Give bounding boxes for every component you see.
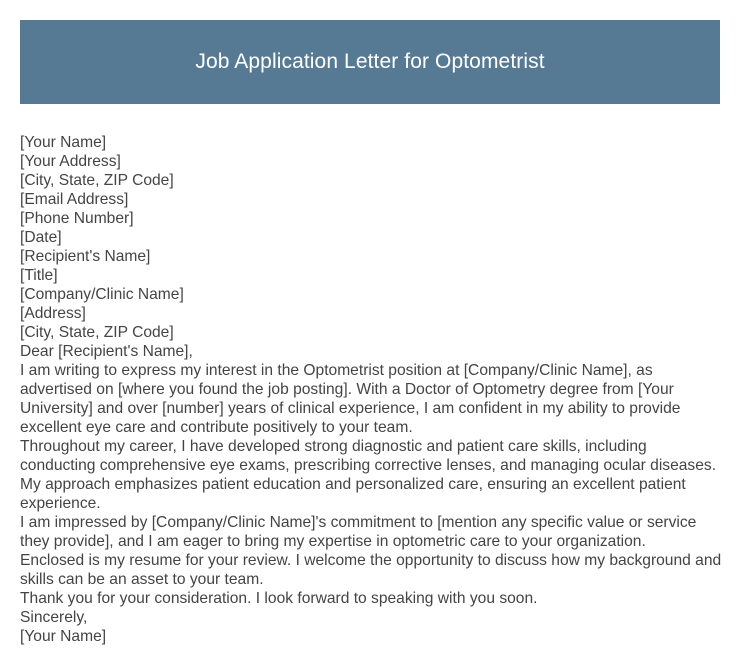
letter-body bbox=[20, 133, 722, 646]
sender-block bbox=[20, 133, 722, 247]
recipient-address: [Address] bbox=[20, 305, 86, 322]
sender-address: [Your Address] bbox=[20, 153, 121, 170]
page-header bbox=[20, 20, 720, 104]
recipient-name: [Recipient's Name] bbox=[20, 248, 151, 265]
sender-email: [Email Address] bbox=[20, 191, 129, 208]
page-title: Job Application Letter for Optometrist bbox=[195, 50, 545, 73]
recipient-company: [Company/Clinic Name] bbox=[20, 286, 184, 303]
letter-date: [Date] bbox=[20, 229, 62, 246]
paragraph-company-interest: I am impressed by [Company/Clinic Name]'s commitment to [mention any specific value or service they provide], and I am eager to bring my expertise in optometric care to your organization. bbox=[20, 514, 697, 550]
paragraph-experience: Throughout my career, I have developed strong diagnostic and patient care skills, including conducting comprehensive eye exams, prescribing corrective lenses, and managing ocular diseases. My approach emphasizes patient education and personalized care, ensuring an excellent patient experience. bbox=[20, 438, 717, 512]
sender-city-state-zip: [City, State, ZIP Code] bbox=[20, 172, 174, 189]
sender-name: [Your Name] bbox=[20, 134, 107, 151]
salutation: Dear [Recipient's Name], bbox=[20, 343, 193, 360]
paragraph-thanks: Thank you for your consideration. I look forward to speaking with you soon. bbox=[20, 590, 538, 607]
sender-phone: [Phone Number] bbox=[20, 210, 134, 227]
recipient-title: [Title] bbox=[20, 267, 58, 284]
closing: Sincerely, bbox=[20, 609, 88, 626]
recipient-city-state-zip: [City, State, ZIP Code] bbox=[20, 324, 174, 341]
paragraph-intro: I am writing to express my interest in the Optometrist position at [Company/Clinic Name], as advertised on [where you found the job posting]. With a Doctor of Optometry degree from [Your University] and over [number] years of clinical experience, I am confident in my ability to provide excellent eye care and contribute positively to your team. bbox=[20, 362, 681, 436]
paragraph-enclosure: Enclosed is my resume for your review. I welcome the opportunity to discuss how my background and skills can be an asset to your team. bbox=[20, 552, 722, 588]
signature: [Your Name] bbox=[20, 628, 107, 645]
recipient-block bbox=[20, 247, 722, 342]
